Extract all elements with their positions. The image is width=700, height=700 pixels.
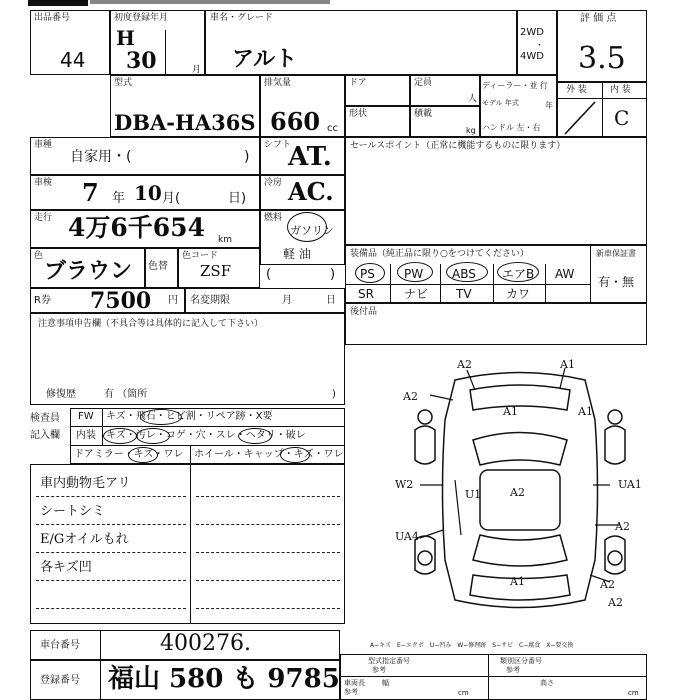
form-model-label: 型式指定番号 (368, 657, 410, 665)
car-diagram (395, 360, 645, 620)
interior-value: C (614, 106, 630, 130)
equip-tv: TV (456, 287, 472, 301)
repair-close: ) (332, 389, 336, 400)
equipment-label: 装備品（純正品に限り○をつけてください） (350, 249, 529, 259)
fuel-label: 燃料 (264, 213, 283, 223)
kg-unit: kg (466, 126, 476, 135)
car-name-label: 車名・グレード (210, 13, 274, 23)
mark-a2-right: A2 (615, 520, 630, 533)
mark-a1-right-front: A1 (578, 405, 593, 418)
exterior-slash (557, 98, 602, 137)
interior-label: 内 装 (610, 85, 631, 95)
mark-a2-left: A2 (403, 390, 418, 403)
mark-u1: U1 (465, 488, 482, 501)
aftermarket-box (345, 303, 647, 345)
color-label: 色 (34, 251, 44, 261)
handnote-4: 各キズ凹 (40, 560, 92, 575)
name-change-label: 名変期限 (190, 295, 230, 306)
score-value: 3.5 (578, 41, 626, 76)
wheel-cap: ホイール・キャップ・キズ・ワレ (194, 449, 344, 460)
era-value: H (116, 26, 135, 50)
color-code-value: ZSF (200, 262, 232, 280)
sales-box (345, 137, 647, 245)
notes-label: 注意事項申告欄（不具合等は具体的に記入して下さい） (38, 319, 264, 329)
wheel-scratch-circle (280, 447, 310, 463)
model-year-label: モデル 年式 (482, 99, 519, 107)
equip-airbag: エアB (502, 267, 535, 281)
height-label: 高さ (540, 679, 554, 687)
inspect-year: 7 (82, 178, 99, 207)
chassis-value: 400276. (160, 631, 251, 656)
fuel-alt: 軽 油 (283, 247, 311, 261)
month-unit-4: 月( (162, 191, 181, 206)
handnote-3: E/Gオイルもれ (40, 532, 129, 547)
warranty-value: 有・無 (598, 275, 635, 289)
equip-sr: SR (358, 287, 374, 301)
mark-ua4: UA4 (395, 530, 419, 543)
month-unit-7: 月 (282, 295, 292, 306)
day-unit-4: 日) (228, 191, 247, 206)
mark-a1-top-right: A1 (560, 358, 575, 371)
equip-pw-circle (397, 262, 433, 282)
yen-unit: 円 (168, 295, 178, 306)
ref-label-3: 参考 (344, 688, 358, 696)
model-value: DBA-HA36S (114, 110, 256, 135)
equip-aw: AW (555, 267, 575, 281)
lot-value: 44 (60, 48, 86, 72)
shift-label: シフト (264, 140, 292, 150)
sales-label: セールスポイント（正常に機能するものに限ります） (350, 141, 566, 151)
cm-unit-1: cm (458, 689, 469, 697)
model-label: 型式 (114, 78, 133, 88)
year-value: 30 (126, 48, 157, 74)
warranty-label: 新車保証書 (596, 249, 636, 258)
header-black-tab (28, 0, 88, 6)
km-unit: km (218, 235, 232, 245)
inspector-label: 検査員 (30, 413, 60, 424)
day-unit-7: 日 (326, 295, 336, 306)
shape-label: 形状 (349, 109, 368, 119)
drive-2wd: 2WD (520, 27, 544, 38)
dealer-label: ディーラー・並 行 (482, 81, 548, 90)
displacement-value: 660 (270, 107, 321, 136)
use-box (30, 137, 260, 175)
car-name-value: アルト (232, 46, 298, 72)
width-label: 幅 (382, 679, 389, 687)
equip-pw: PW (404, 267, 424, 281)
mileage-value: 4万6千654 (68, 213, 205, 242)
entry-label: 記入欄 (30, 430, 60, 441)
capacity-label: 定員 (414, 78, 433, 88)
fuel-value: ガソリン (290, 224, 334, 237)
inspect-month: 10 (134, 181, 162, 205)
handnote-1: 車内動物毛アリ (40, 476, 131, 491)
class-label: 類別区分番号 (500, 657, 542, 665)
mirror-scratch-circle (128, 447, 158, 463)
shift-value: AT. (288, 142, 332, 172)
recycle-label: R券 (34, 295, 51, 306)
lot-label: 出品番号 (34, 13, 71, 23)
header-top-line (90, 0, 330, 4)
ref-label-2: 参考 (506, 666, 520, 674)
ac-label: 冷房 (264, 178, 283, 188)
recycle-value: 7500 (90, 288, 152, 314)
inspect-label: 車検 (34, 178, 53, 188)
color-code-label: 色コード (182, 251, 219, 261)
mark-w2: W2 (395, 478, 414, 491)
equip-airbag-circle (497, 262, 539, 282)
mark-a1-trunk: A1 (510, 575, 525, 588)
equip-leather: カワ (506, 287, 531, 301)
interior-check-label: 内装 (76, 430, 96, 441)
cm-unit-2: cm (628, 689, 639, 697)
color-value: ブラウン (44, 258, 133, 284)
month-label: 月 (192, 65, 202, 75)
int-wear-circle (238, 428, 272, 444)
aftermarket-label: 後付品 (350, 307, 378, 317)
chassis-label: 車台番号 (40, 640, 80, 651)
equip-abs-circle (446, 262, 488, 282)
repair-value: 有 （箇所 (104, 389, 148, 400)
equip-ps-circle (355, 263, 385, 283)
interior-items: キズ・汚レ・コゲ・穴・スレ・ヘタリ・破レ (106, 430, 306, 441)
door-label: ドア (349, 78, 367, 88)
use-label: 車種 (34, 140, 53, 150)
cc-unit: cc (327, 123, 338, 134)
mark-ua1: UA1 (618, 478, 642, 491)
door-mirror: ドアミラー・キズ・ワレ (74, 449, 184, 460)
reg-label: 登録番号 (40, 675, 80, 686)
int-dirt-circle (136, 428, 170, 444)
score-label: 評 価 点 (580, 13, 617, 24)
load-label: 積載 (414, 109, 433, 119)
mark-a2-rear-right: A2 (600, 578, 615, 591)
mark-a2-top-left: A2 (457, 358, 472, 371)
fw-flying-stone-circle (140, 409, 182, 425)
reg-value: 福山 580 も 9785 (108, 664, 340, 694)
repair-label: 修復歴 (46, 389, 76, 400)
ref-label-1: 参考 (372, 666, 386, 674)
equip-ps: PS (360, 267, 375, 281)
equip-navi: ナビ (404, 287, 429, 301)
person-unit: 人 (468, 94, 478, 104)
int-scratch-circle (103, 428, 137, 444)
mark-a1-hood: A1 (503, 405, 518, 418)
use-value: 自家用・( (70, 149, 132, 165)
fw-label: FW (78, 411, 94, 422)
ac-value: AC. (288, 177, 334, 206)
handle-label: ハンドル 左・右 (482, 123, 541, 132)
drive-4wd: 4WD (520, 51, 544, 62)
handnote-2: シートシミ (40, 504, 106, 519)
exterior-label: 外 装 (566, 85, 587, 95)
mark-a2-rear: A2 (608, 596, 623, 609)
displacement-label: 排気量 (264, 78, 292, 88)
first-reg-label: 初度登録年月 (114, 13, 169, 23)
damage-legend: A−キズ E−エクボ U−凹み W−修理跡 S−サビ C−腐食 X−要交換 (370, 642, 574, 649)
year-unit-2: 年 (545, 101, 553, 110)
use-close: ) (244, 149, 250, 165)
fw-items: キズ・飛石・ヒビ割・リペア跡・X要 (106, 411, 273, 422)
year-unit-4: 年 (112, 191, 126, 206)
mark-a2-roof: A2 (510, 486, 525, 499)
equip-abs: ABS (452, 267, 476, 281)
vehicle-length-label: 車両長 (344, 679, 365, 687)
mileage-label: 走行 (34, 213, 53, 223)
color-change-label: 色替 (148, 261, 168, 272)
